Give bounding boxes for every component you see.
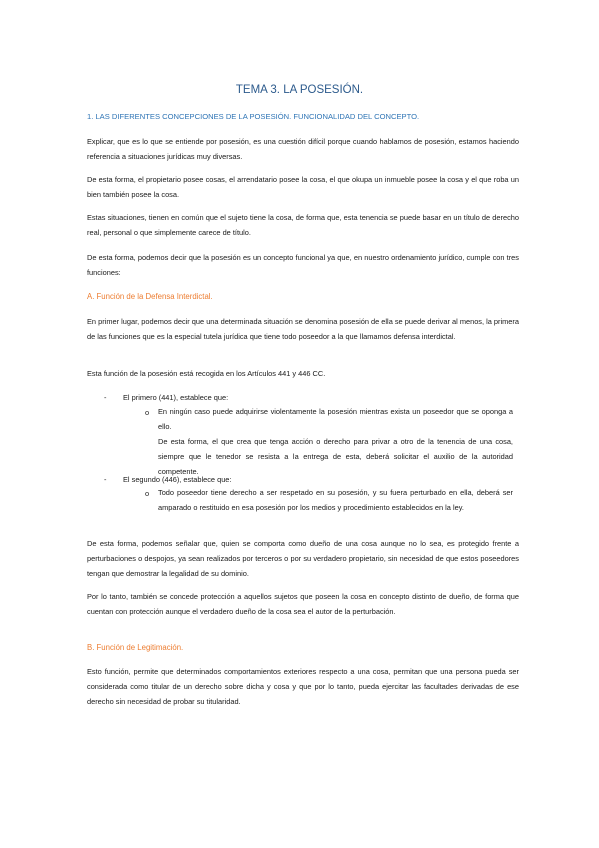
list-item-text: En ningún caso puede adquirirse violentamente la posesión mientras exista un poseedor que se oponga a ello. (158, 407, 513, 432)
paragraph-2: De esta forma, el propietario posee cosas, el arrendatario posee la cosa, el que okupa un inmueble posee la cosa y el que roba un bien también posee la cosa. (87, 175, 519, 200)
list-item-text: Todo poseedor tiene derecho a ser respetado en su posesión, y su fuera perturbado en ella, deberá ser amparado o restituido en esa posesión por los medios y procedimiento establecidos en la ley. (158, 488, 513, 513)
paragraph-4: De esta forma, podemos decir que la posesión es un concepto funcional ya que, en nuestro ordenamiento jurídico, cumple con tres funciones: (87, 253, 519, 278)
list-item-label: El primero (441), establece que: (123, 393, 229, 402)
page-title: TEMA 3. LA POSESIÓN. (235, 84, 364, 96)
list-item-label: El segundo (446), establece que: (123, 475, 232, 484)
list-bullet: o (145, 408, 150, 417)
paragraph-a3: De esta forma, podemos señalar que, quien se comporta como dueño de una cosa aunque no lo sea, es protegido frente a perturbaciones o despojos, ya sean realizados por terceros o por su verdadero propietario, sin necesidad de que estos poseedores tengan que demostrar la legalidad de su dominio. (87, 539, 519, 579)
paragraph-a2: Esta función de la posesión está recogida en los Artículos 441 y 446 CC. (87, 369, 326, 378)
section-heading-1: 1. LAS DIFERENTES CONCEPCIONES DE LA POSESIÓN. FUNCIONALIDAD DEL CONCEPTO. (87, 112, 420, 121)
list-item-text-continued: De esta forma, el que crea que tenga acción o derecho para privar a otro de la tenencia de una cosa, siempre que le tenedor se resista a la entrega de esta, deberá solicitar el auxilio de la autoridad competente. (158, 437, 513, 477)
section-heading-b: B. Función de Legitimación. (87, 643, 184, 652)
paragraph-a4: Por lo tanto, también se concede protección a aquellos sujetos que poseen la cosa en concepto distinto de dueño, de forma que cuentan con protección aunque el verdadero dueño de la cosa sea el autor de la perturbación. (87, 592, 519, 617)
list-dash: - (104, 393, 107, 402)
list-dash: - (104, 475, 107, 484)
paragraph-1: Explicar, que es lo que se entiende por posesión, es una cuestión difícil porque cuando hablamos de posesión, estamos haciendo referencia a situaciones jurídicas muy diversas. (87, 137, 519, 162)
paragraph-a1: En primer lugar, podemos decir que una determinada situación se denomina posesión de ella se puede derivar al menos, la primera de las funciones que es la especial tutela jurídica que tiene todo poseedor a la que llamamos defensa interdictal. (87, 317, 519, 342)
list-bullet: o (145, 489, 150, 498)
paragraph-b1: Esto función, permite que determinados comportamientos exteriores respecto a una cosa, permitan que una persona pueda ser considerada como titular de un derecho sobre dicha y cosa y que por lo tanto, pueda ejercitar las facultades derivadas de ese derecho sin necesidad de probar su titularidad. (87, 667, 519, 707)
paragraph-3: Estas situaciones, tienen en común que el sujeto tiene la cosa, de forma que, esta tenencia se puede basar en un título de derecho real, personal o que simplemente carece de título. (87, 213, 519, 238)
section-heading-a: A. Función de la Defensa Interdictal. (87, 292, 213, 301)
